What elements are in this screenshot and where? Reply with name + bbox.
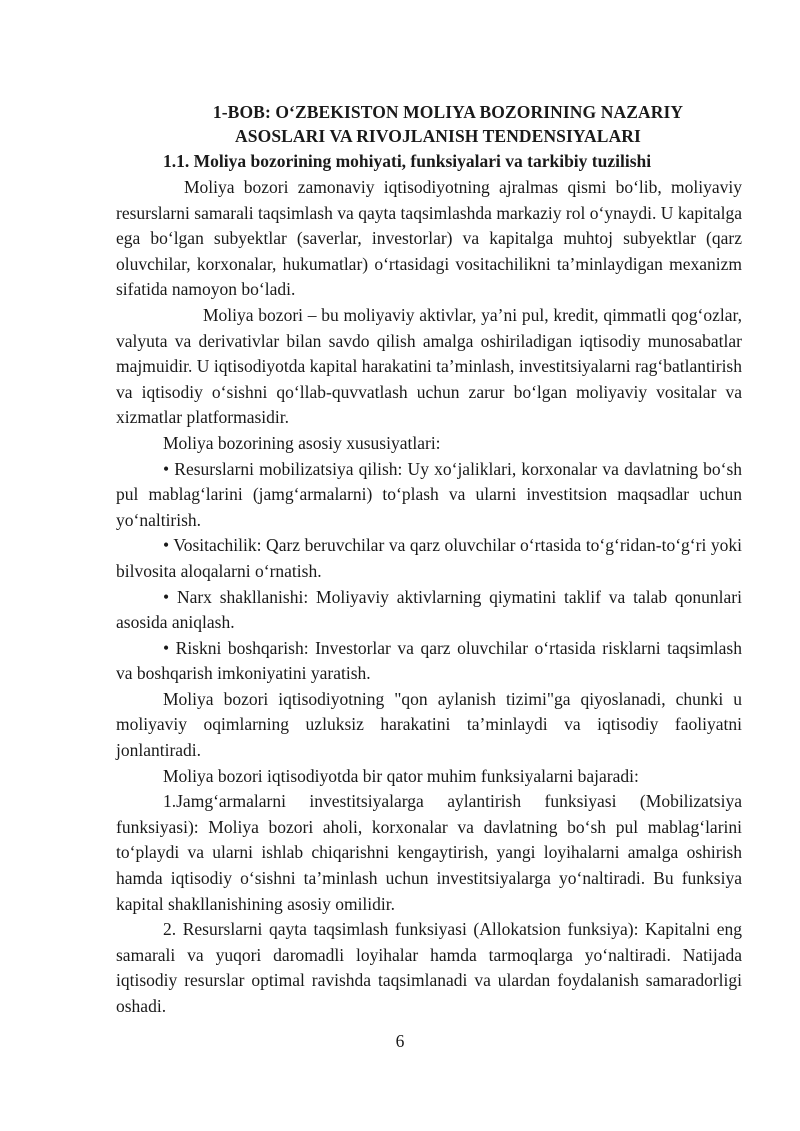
paragraph: Moliya bozori zamonaviy iqtisodiyotning ajralmas qismi bo‘lib, moliyaviy resurslarni samarali taqsimlash va qayta taqsimlashda markaziy rol o‘ynaydi. U kapitalga ega bo‘lgan subyektlar (saverlar, investorlar) va kapitalga muhtoj subyektlar (qarz oluvchilar, korxonalar, hukumatlar) o‘rtasidagi vositachilikni ta’minlaydigan mexanizm sifatida namoyon bo‘ladi. — [116, 177, 742, 300]
paragraph: Moliya bozori – bu moliyaviy aktivlar, ya’ni pul, kredit, qimmatli qog‘ozlar, valyuta va derivativlar bilan savdo qilish amalga oshiriladigan iqtisodiy munosabatlar majmuidir. U iqtisodiyotda kapital harakatini ta’minlash, investitsiyalarni rag‘batlantirish va iqtisodiy o‘sishni qo‘llab-quvvatlash uchun zarur bo‘lgan moliyaviy vositalar va xizmatlar platformasidir. — [116, 304, 742, 428]
bullet-item: • Resurslarni mobilizatsiya qilish: Uy xo‘jaliklari, korxonalar va davlatning bo‘sh pul mablag‘larini (jamg‘armalarni) to‘plash va ularni investitsion maqsadlar uchun yo‘naltirish. — [116, 458, 742, 530]
chapter-title-line-2: ASOSLARI VA RIVOJLANISH TENDENSIYALARI — [235, 126, 641, 146]
chapter-title — [116, 100, 742, 148]
page-number: 6 — [395, 1031, 405, 1051]
numbered-item: 2. Resurslarni qayta taqsimlash funksiyasi (Allokatsion funksiya): Kapitalni eng samarali va yuqori daromadli loyihalar hamda tarmoqlarga yo‘naltiradi. Natijada iqtisodiy resurslar optimal ravishda taqsimlanadi va ulardan foydalanish samaradorligi oshadi. — [116, 919, 742, 1016]
bullet-item: • Riskni boshqarish: Investorlar va qarz oluvchilar o‘rtasida risklarni taqsimlash va boshqarish imkoniyatini yaratish. — [116, 637, 742, 684]
bullet-item: • Narx shakllanishi: Moliyaviy aktivlarning qiymatini taklif va talab qonunlari asosida aniqlash. — [116, 586, 742, 633]
chapter-title-line-1: 1-BOB: O‘ZBEKISTON MOLIYA BOZORINING NAZARIY — [212, 102, 684, 122]
paragraph: Moliya bozorining asosiy xususiyatlari: — [163, 432, 441, 453]
bullet-item: • Vositachilik: Qarz beruvchilar va qarz oluvchilar o‘rtasida to‘g‘ridan-to‘g‘ri yoki bilvosita aloqalarni o‘rnatish. — [116, 535, 742, 581]
paragraph: Moliya bozori iqtisodiyotning "qon aylanish tizimi"ga qiyoslanadi, chunki u moliyaviy oqimlarning uzluksiz harakatini ta’minlaydi va iqtisodiy faoliyatni jonlantiradi. — [116, 688, 742, 761]
paragraph: Moliya bozori iqtisodiyotda bir qator muhim funksiyalarni bajaradi: — [163, 765, 639, 786]
numbered-item: 1.Jamg‘armalarni investitsiyalarga aylantirish funksiyasi (Mobilizatsiya funksiyasi): Moliya bozori aholi, korxonalar va davlatning bo‘sh pul mablag‘larini to‘playdi va ularni ishlab chiqarishni kengaytirish, yangi loyihalarni amalga oshirish hamda iqtisodiy o‘sishni ta’minlash uchun investitsiyalarga yo‘naltiradi. Bu funksiya kapital shakllanishining asosiy omilidir. — [116, 791, 742, 914]
section-title: 1.1. Moliya bozorining mohiyati, funksiyalari va tarkibiy tuzilishi — [163, 151, 652, 171]
document-page — [116, 100, 742, 1020]
